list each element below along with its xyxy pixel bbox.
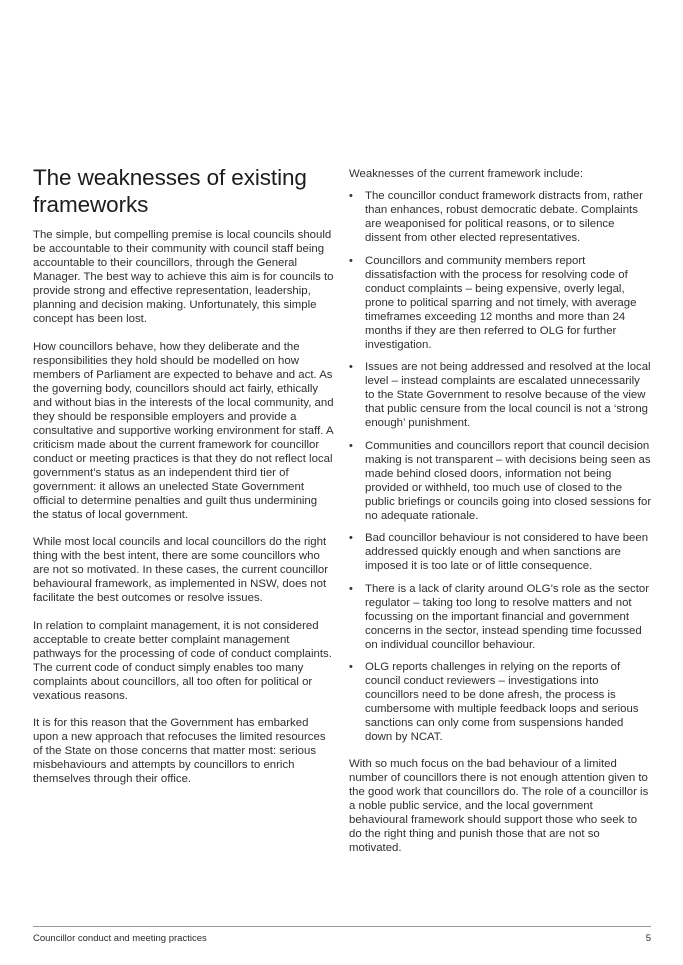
- list-item: [349, 439, 652, 523]
- body-paragraph: While most local councils and local councillors do the right thing with the best intent, there are some councillors who are not so motivated. In these cases, the current councillor behavioural framework, as implemented in NSW, does not facilitate the best outcomes or resolve issues.: [33, 536, 329, 604]
- left-column: [33, 164, 336, 800]
- body-paragraph: The simple, but compelling premise is local councils should be accountable to their community with council staff being accountable to their councillors, through the General Manager. The best way to achieve this aim is for councils to provide strong and effective representation, leadership, planning and decision making. Unfortunately, this simple concept has been lost.: [33, 229, 334, 325]
- list-item-text: Bad councillor behaviour is not considered to have been addressed quickly enough and when sanctions are imposed it is too late or of little consequence.: [365, 532, 649, 572]
- list-intro: Weaknesses of the current framework include:: [349, 168, 584, 180]
- list-item: [349, 189, 652, 245]
- bullet-icon: •: [349, 361, 353, 373]
- footer-divider: [33, 926, 651, 927]
- footer-title: Councillor conduct and meeting practices: [33, 933, 207, 944]
- weaknesses-list: [349, 189, 652, 744]
- page-number: 5: [645, 933, 651, 944]
- list-item: [349, 360, 652, 430]
- closing-paragraph: With so much focus on the bad behaviour of a limited number of councillors there is not enough attention given to the good work that councillors do. The role of a councillor is a noble public service, and the local government behavioural framework should support those who seek to do the right thing and punish those that are not so motivated.: [349, 758, 649, 854]
- list-item-text: Issues are not being addressed and resolved at the local level – instead complaints are escalated unnecessarily to the State Government to resolve because of the view that public censure from the local council is not a ‘strong enough’ punishment.: [365, 361, 651, 429]
- list-item-text: OLG reports challenges in relying on the reports of council conduct reviewers – investigations into councillors need to be done afresh, the process is cumbersome with multiple feedback loops and serious sanctions can only come from suspensions handed down by NCAT.: [365, 661, 639, 743]
- bullet-icon: •: [349, 532, 353, 544]
- list-item: [349, 254, 652, 352]
- list-item-text: The councillor conduct framework distracts from, rather than enhances, robust democratic debate. Complaints are weaponised for political reasons, or to silence dissent from other elected representatives.: [365, 190, 643, 244]
- bullet-icon: •: [349, 661, 353, 673]
- list-item: [349, 582, 652, 652]
- body-paragraph: It is for this reason that the Government has embarked upon a new approach that refocuses the limited resources of the State on those concerns that matter most: serious misbehaviours and attempts by councillors to enrich themselves through their office.: [33, 717, 326, 785]
- right-column: [349, 167, 652, 869]
- body-paragraph: In relation to complaint management, it is not considered acceptable to create better complaint management pathways for the processing of code of conduct complaints. The current code of conduct simply enables too many complaints about councillors, all too often for political or vexatious reasons.: [33, 619, 332, 702]
- section-heading: The weaknesses of existing frameworks: [33, 165, 307, 217]
- bullet-icon: •: [349, 582, 353, 595]
- list-item-text: Councillors and community members report dissatisfaction with the process for resolving code of conduct complaints – being expensive, overly legal, prone to political sparring and not timely, with average timeframes exceeding 12 months and more than 24 months if they are then referred to OLG for further investigation.: [365, 254, 637, 351]
- list-item-text: There is a lack of clarity around OLG’s role as the sector regulator – taking too long to resolve matters and not focussing on the important financial and government concerns in the sector, instead spending time focussed on individual councillor behaviour.: [365, 582, 650, 651]
- bullet-icon: •: [349, 254, 353, 267]
- body-paragraph: How councillors behave, how they deliberate and the responsibilities they hold should be modelled on how members of Parliament are expected to behave and act. As the governing body, councillors should act fairly, ethically and without bias in the interests of the local community, and they should be responsible employers and provide a consultative and supportive working environment for staff. A criticism made about the current framework for councillor conduct or meeting practices is that they do not reflect local government’s status as an independent third tier of government: it allows an unelected State Government official to determine penalties and guilt thus undermining the status of local government.: [33, 340, 334, 521]
- list-item: [349, 531, 652, 573]
- list-item-text: Communities and councillors report that council decision making is not transparent – with decisions being seen as made behind closed doors, information not being provided or withheld, too much use of closed to the public briefings or councils going into closed sessions for no adequate rationale.: [365, 439, 652, 522]
- bullet-icon: •: [349, 439, 353, 452]
- bullet-icon: •: [349, 190, 353, 202]
- list-item: [349, 660, 652, 744]
